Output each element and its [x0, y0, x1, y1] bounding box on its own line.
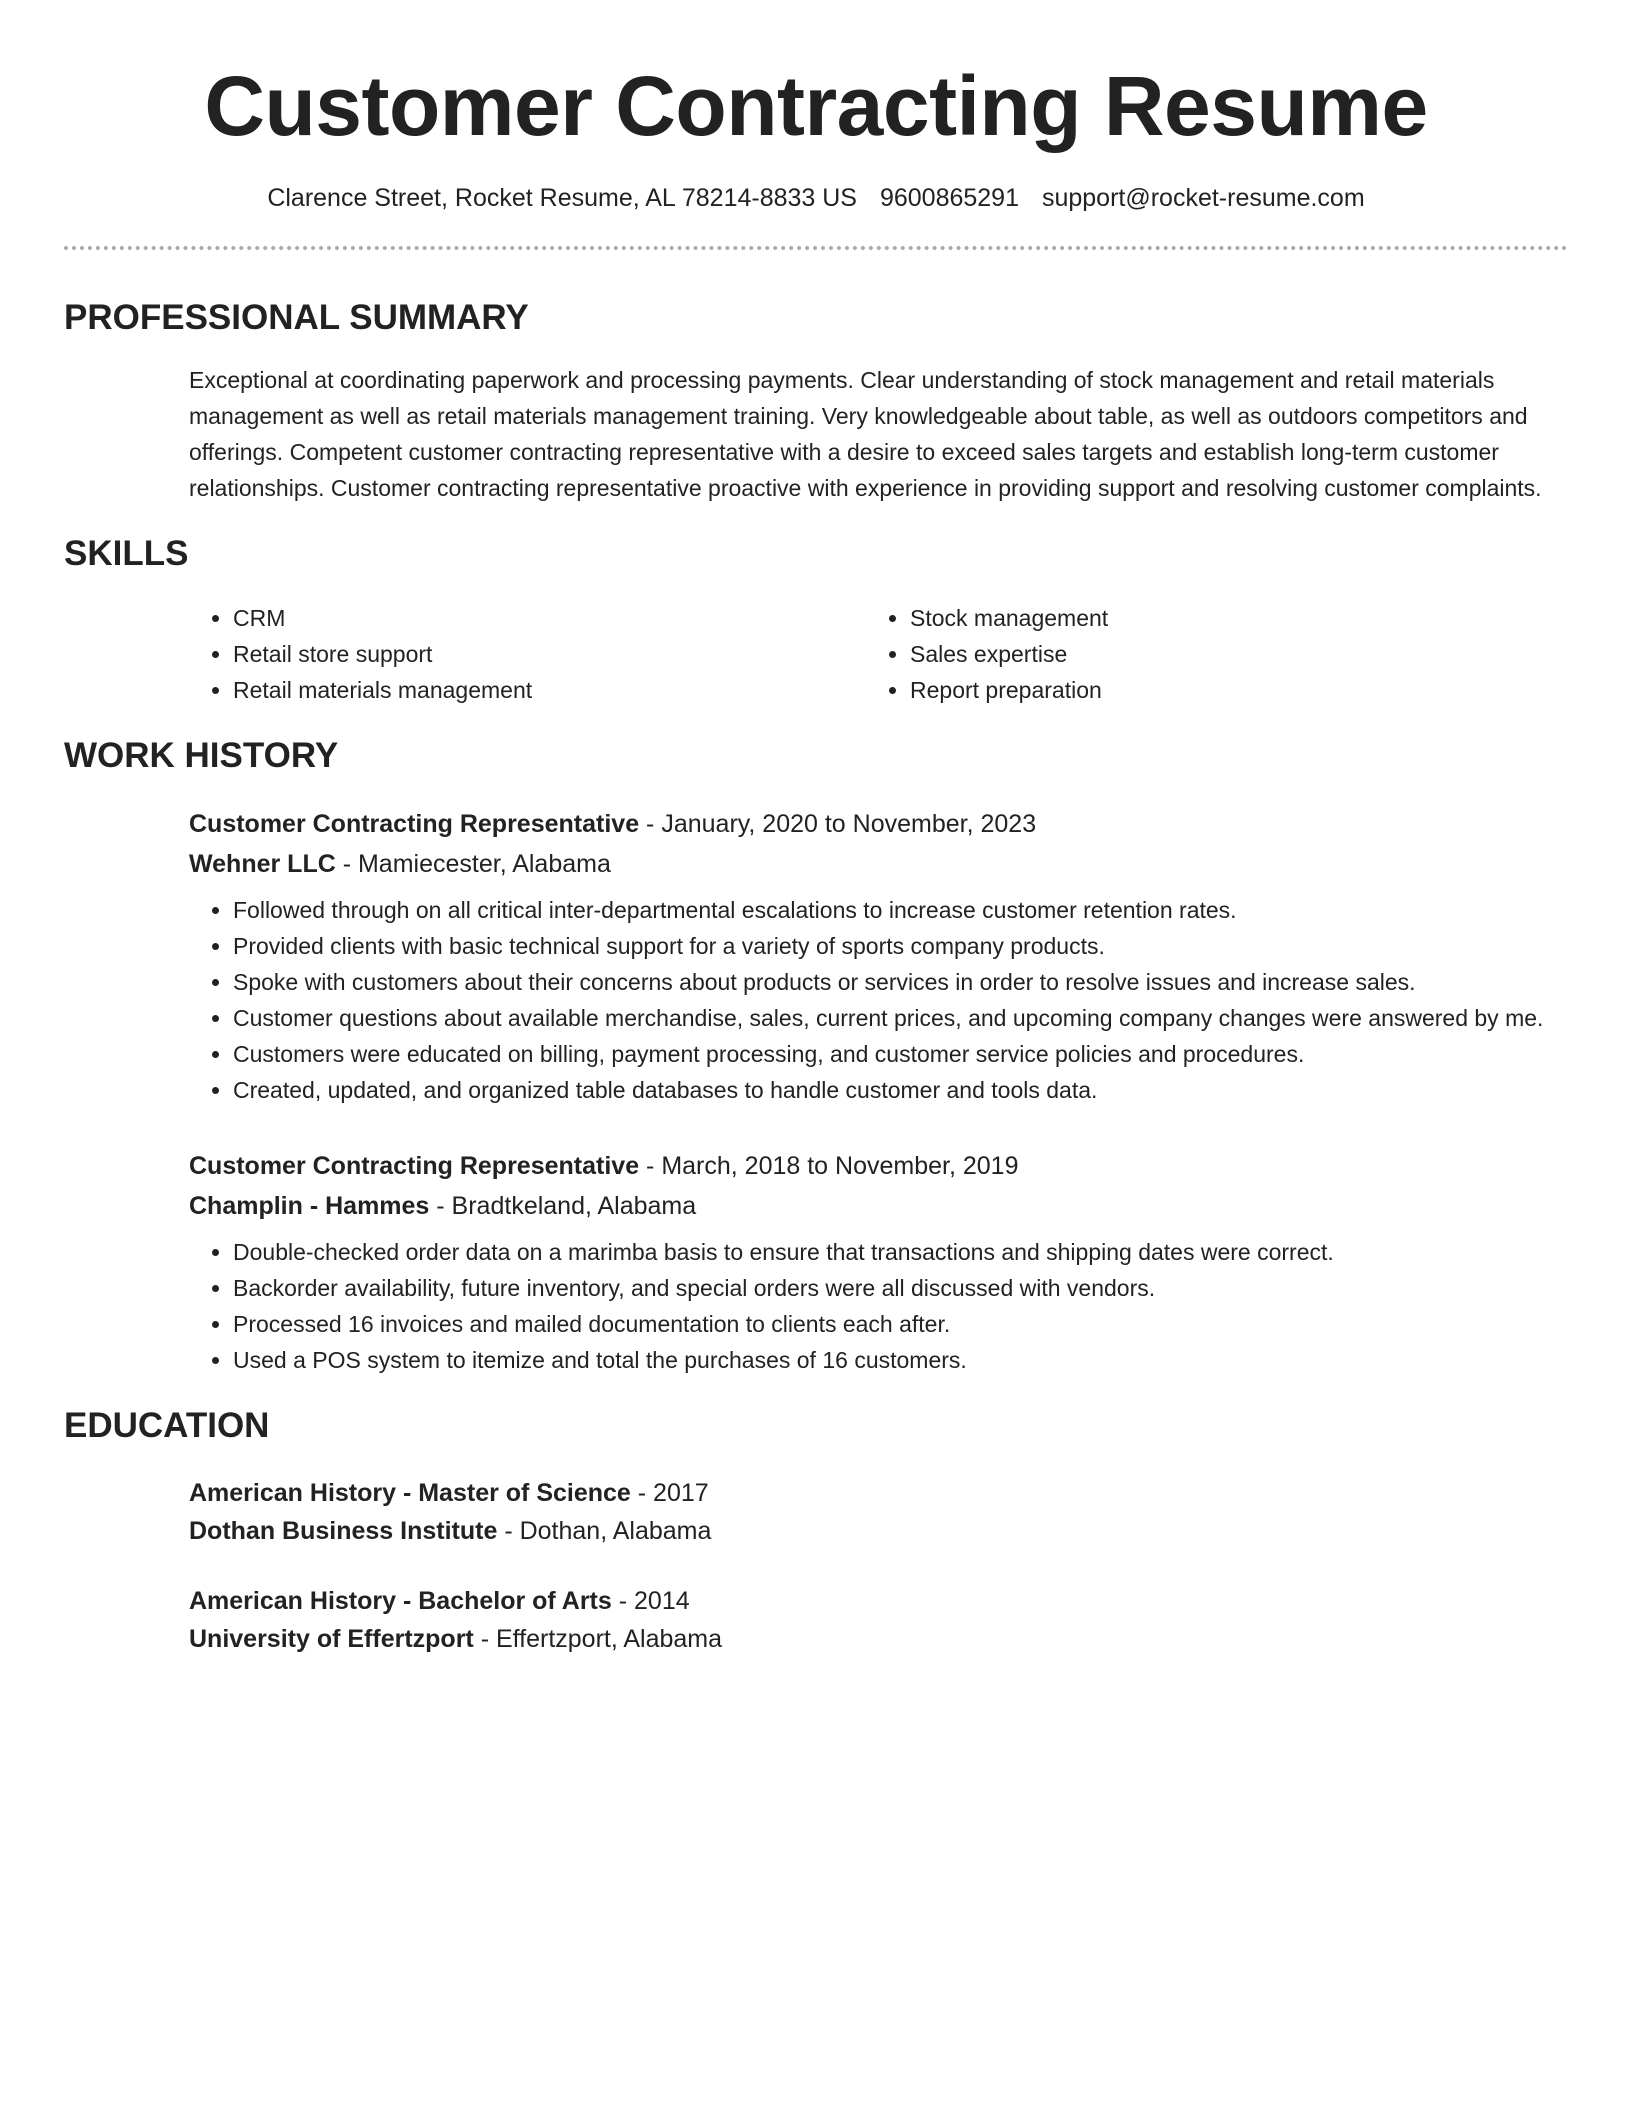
- education-year: - 2017: [630, 1479, 709, 1507]
- skills-section: [64, 600, 1568, 708]
- education-heading: EDUCATION: [64, 1406, 270, 1445]
- job-title-line: [189, 1146, 1568, 1186]
- contact-address: Clarence Street, Rocket Resume, AL 78214-8833 US: [267, 184, 857, 212]
- education-year: - 2014: [611, 1587, 690, 1615]
- skills-heading: SKILLS: [64, 534, 189, 573]
- job-bullets: [189, 892, 1568, 1108]
- skill-item: • Stock management: [910, 600, 1543, 636]
- job-bullets: [189, 1234, 1568, 1378]
- job-bullet: • Used a POS system to itemize and total the purchases of 16 customers.: [233, 1342, 1568, 1378]
- skills-grid: [189, 600, 1568, 708]
- education-entry: [189, 1474, 1568, 1550]
- job-dates: - January, 2020 to November, 2023: [639, 810, 1037, 838]
- job-entry: [189, 804, 1568, 1108]
- summary-heading: PROFESSIONAL SUMMARY: [64, 298, 529, 337]
- work-history-heading: WORK HISTORY: [64, 736, 339, 775]
- job-entry: [189, 1146, 1568, 1378]
- education-school-line: [189, 1620, 1568, 1658]
- job-company: Wehner LLC: [189, 850, 336, 878]
- job-bullet: • Provided clients with basic technical support for a variety of sports company products.: [233, 928, 1568, 964]
- job-dates: - March, 2018 to November, 2019: [639, 1152, 1019, 1180]
- education-degree: American History - Bachelor of Arts: [189, 1587, 612, 1615]
- job-bullet: • Customers were educated on billing, payment processing, and customer service policies and procedures.: [233, 1036, 1568, 1072]
- job-company-line: [189, 844, 1568, 884]
- skill-item: • Retail materials management: [233, 672, 866, 708]
- header-divider: [64, 246, 1568, 250]
- contact-email: support@rocket-resume.com: [1041, 184, 1365, 212]
- skill-item: • Report preparation: [910, 672, 1543, 708]
- contact-line: [64, 182, 1568, 214]
- job-bullet: • Double-checked order data on a marimba basis to ensure that transactions and shipping dates were correct.: [233, 1234, 1568, 1270]
- education-school-line: [189, 1512, 1568, 1550]
- skill-item: • CRM: [233, 600, 866, 636]
- job-bullet: • Followed through on all critical inter-departmental escalations to increase customer retention rates.: [233, 892, 1568, 928]
- resume-title: Customer Contracting Resume: [204, 59, 1428, 153]
- job-position: Customer Contracting Representative: [189, 810, 640, 838]
- job-company-line: [189, 1186, 1568, 1226]
- education-degree: American History - Master of Science: [189, 1479, 631, 1507]
- skill-item: • Retail store support: [233, 636, 866, 672]
- education-school: Dothan Business Institute: [189, 1517, 498, 1545]
- education-location: - Effertzport, Alabama: [473, 1625, 723, 1653]
- job-location: - Bradtkeland, Alabama: [429, 1192, 697, 1220]
- skills-column-left: [189, 600, 866, 708]
- job-bullet: • Processed 16 invoices and mailed documentation to clients each after.: [233, 1306, 1568, 1342]
- job-location: - Mamiecester, Alabama: [335, 850, 611, 878]
- skill-item: • Sales expertise: [910, 636, 1543, 672]
- skills-list-right: [866, 600, 1543, 708]
- skills-list-left: [189, 600, 866, 708]
- job-bullet: • Backorder availability, future inventory, and special orders were all discussed with vendors.: [233, 1270, 1568, 1306]
- education-degree-line: [189, 1582, 1568, 1620]
- job-company: Champlin - Hammes: [189, 1192, 430, 1220]
- education-school: University of Effertzport: [189, 1625, 474, 1653]
- job-bullet: • Created, updated, and organized table databases to handle customer and tools data.: [233, 1072, 1568, 1108]
- job-bullet: • Customer questions about available merchandise, sales, current prices, and upcoming company changes were answered by me.: [233, 1000, 1568, 1036]
- job-position: Customer Contracting Representative: [189, 1152, 640, 1180]
- education-entry: [189, 1582, 1568, 1658]
- job-title-line: [189, 804, 1568, 844]
- work-history-section: [64, 804, 1568, 1378]
- education-location: - Dothan, Alabama: [497, 1517, 712, 1545]
- summary-text: Exceptional at coordinating paperwork and processing payments. Clear understanding of stock management and retail materials management as well as retail materials management training. Very knowledgeable about table, as well as outdoors competitors and offerings. Competent customer contracting representative with a desire to exceed sales targets and establish long-term customer relationships. Customer contracting representative proactive with experience in providing support and resolving customer complaints.: [189, 367, 1542, 501]
- skills-column-right: [866, 600, 1543, 708]
- contact-phone: 9600865291: [879, 184, 1019, 212]
- education-degree-line: [189, 1474, 1568, 1512]
- job-bullet: • Spoke with customers about their concerns about products or services in order to resolve issues and increase sales.: [233, 964, 1568, 1000]
- education-section: [64, 1474, 1568, 1658]
